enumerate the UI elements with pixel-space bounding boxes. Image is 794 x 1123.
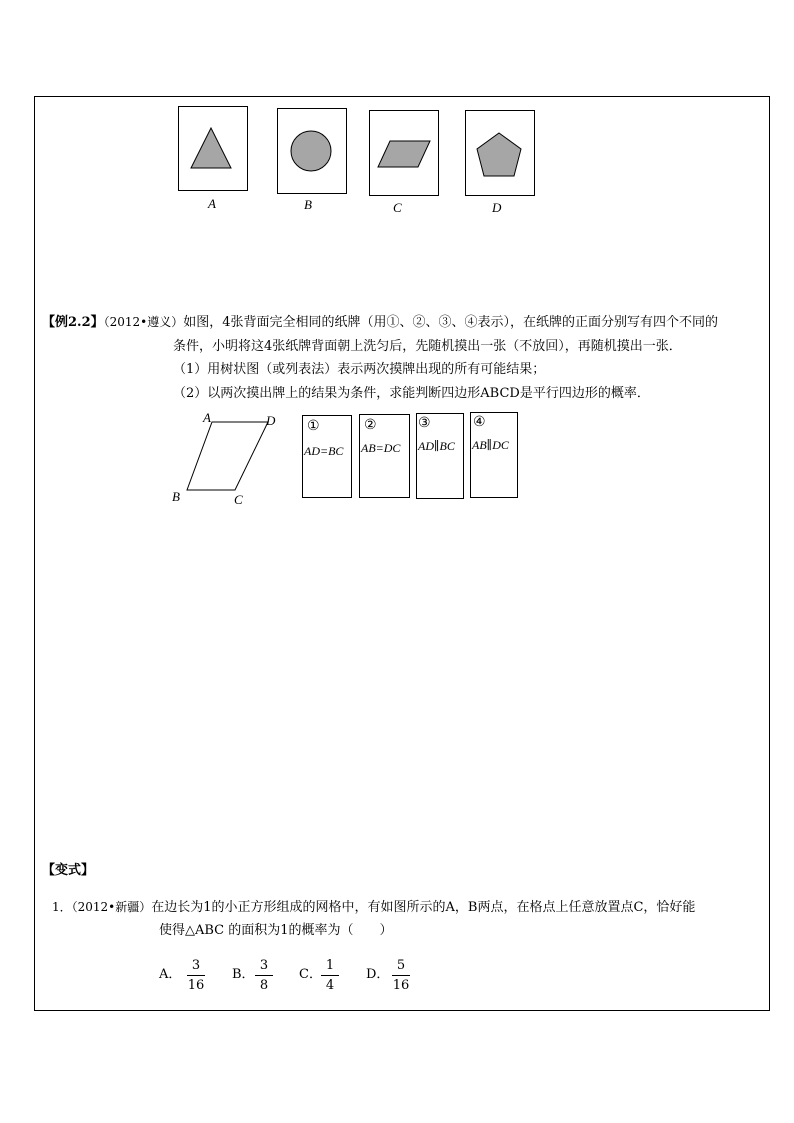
vertex-d: D xyxy=(266,413,276,428)
condition-card-3 xyxy=(416,413,464,499)
variant-heading: 【变式】 xyxy=(42,863,95,878)
card-number-3: ③ xyxy=(418,415,431,431)
example-question-1: （1）用树状图（或列表法）表示两次摸牌出现的所有可能结果； xyxy=(173,362,546,377)
vertex-b: B xyxy=(172,489,180,504)
option-a-numerator: 3 xyxy=(191,958,201,973)
card-condition-2: AB=DC xyxy=(361,441,401,455)
option-c-fraction xyxy=(320,957,340,994)
card-condition-1: AD=BC xyxy=(304,444,344,458)
parallelogram-shape xyxy=(370,111,438,195)
condition-card-1 xyxy=(302,415,352,498)
example-line2: 条件，小明将这4张纸牌背面朝上洗匀后，先随机摸出一张（不放回），再随机摸出一张． xyxy=(173,339,682,354)
card-letter-a: A xyxy=(208,196,216,211)
option-b-label: B． xyxy=(232,967,255,982)
condition-card-2 xyxy=(359,414,410,498)
option-d-numerator: 5 xyxy=(396,958,406,973)
example-heading xyxy=(42,313,718,332)
example-source: （2012•遵义） xyxy=(103,315,184,329)
option-a-label: A． xyxy=(159,967,182,982)
card-condition-3: AD∥BC xyxy=(418,439,455,453)
option-c-label: C． xyxy=(299,967,322,982)
option-b-denominator: 8 xyxy=(259,978,269,993)
option-c-denominator: 4 xyxy=(325,978,335,993)
card-letter-d: D xyxy=(492,200,502,215)
triangle-shape xyxy=(179,107,247,190)
variant-line2: 使得△ABC 的面积为1的概率为（ ） xyxy=(159,923,393,938)
option-b-numerator: 3 xyxy=(259,958,269,973)
option-c-numerator: 1 xyxy=(325,958,335,973)
card-number-4: ④ xyxy=(473,414,486,430)
vertex-a: A xyxy=(203,410,211,425)
option-d-label: D． xyxy=(366,967,390,982)
content-frame xyxy=(34,96,770,1011)
card-number-2: ② xyxy=(364,417,377,433)
shape-card-a xyxy=(178,106,248,191)
option-b-fraction xyxy=(254,957,274,994)
option-d-denominator: 16 xyxy=(392,978,410,993)
option-a-denominator: 16 xyxy=(187,978,205,993)
circle-shape xyxy=(278,109,346,193)
shape-card-b xyxy=(277,108,347,194)
variant-line1 xyxy=(52,898,695,917)
vertex-c: C xyxy=(234,492,243,507)
option-a-fraction xyxy=(186,957,206,994)
variant-prefix: 1．（2012•新疆） xyxy=(52,900,152,914)
example-line1: 如图，4张背面完全相同的纸牌（用①、②、③、④表示），在纸牌的正面分别写有四个不同的 xyxy=(183,315,719,330)
option-d-fraction xyxy=(391,957,411,994)
shape-card-d xyxy=(465,110,535,196)
variant-text-1: 在边长为1的小正方形组成的网格中，有如图所示的A，B两点，在格点上任意放置点C，恰好能 xyxy=(151,900,696,915)
condition-card-4 xyxy=(470,412,518,498)
example-question-2: （2）以两次摸出牌上的结果为条件，求能判断四边形ABCD是平行四边形的概率． xyxy=(173,386,650,401)
shape-card-c xyxy=(369,110,439,196)
pentagon-shape xyxy=(466,111,534,195)
card-letter-c: C xyxy=(393,200,402,215)
card-number-1: ① xyxy=(307,418,320,434)
card-letter-b: B xyxy=(304,197,312,212)
example-label: 【例2.2】 xyxy=(42,315,104,330)
card-condition-4: AB∥DC xyxy=(472,438,509,452)
